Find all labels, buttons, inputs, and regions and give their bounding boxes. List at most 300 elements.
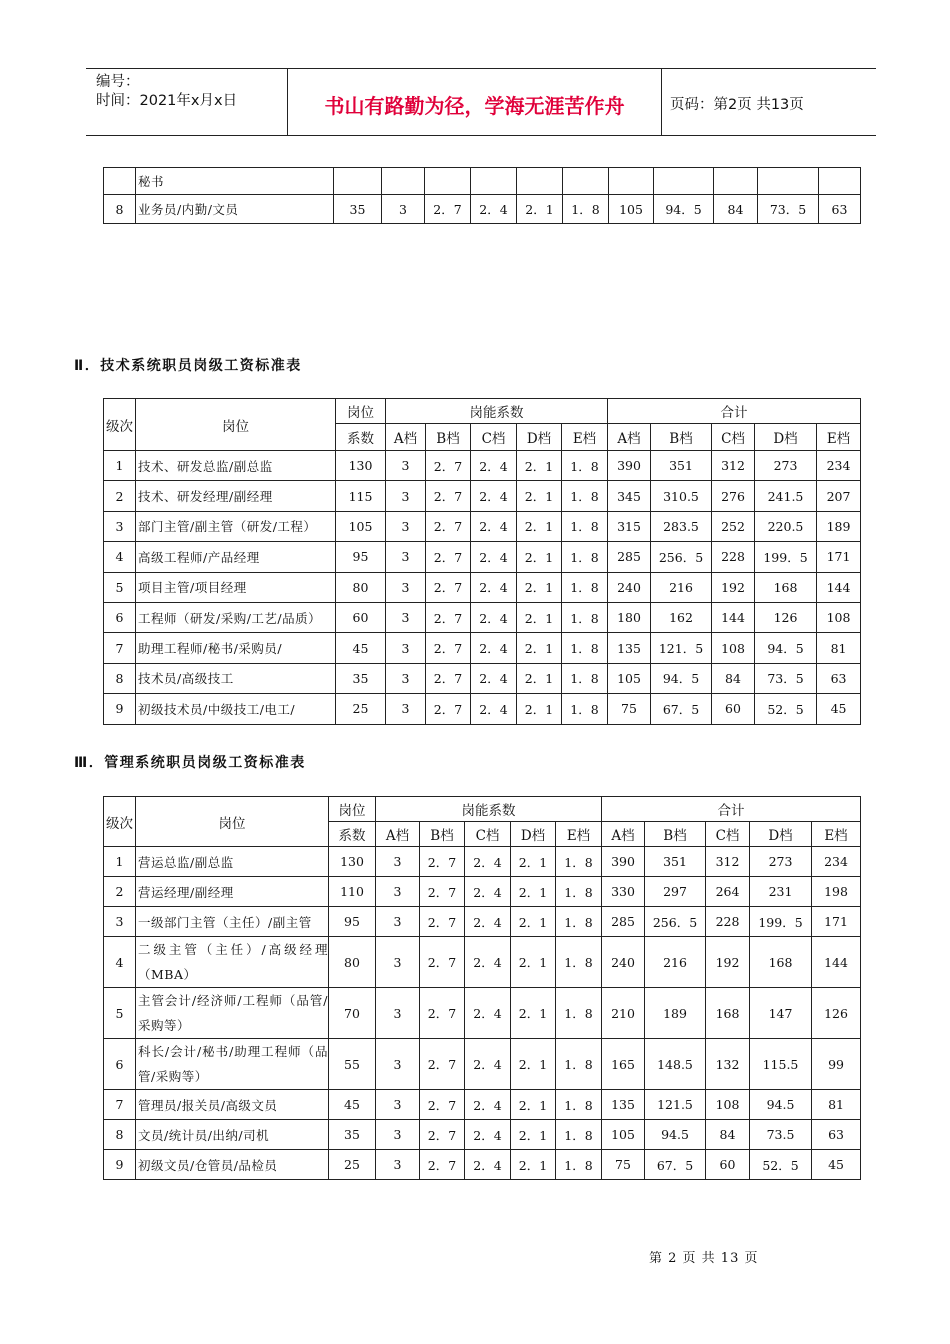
total-group-header: 合计 bbox=[602, 797, 861, 822]
table-row bbox=[104, 1120, 861, 1150]
grade-e-cell: 1．8 bbox=[562, 542, 608, 572]
grade-e-cell: 1．8 bbox=[556, 1120, 602, 1150]
total-a-cell: 105 bbox=[609, 195, 654, 224]
page-header bbox=[86, 68, 876, 136]
grade-b-cell: 2．7 bbox=[420, 877, 465, 907]
table-row bbox=[104, 988, 861, 1039]
grade-d-cell: 2．1 bbox=[511, 907, 556, 937]
total-c-cell: 312 bbox=[712, 451, 755, 481]
level-cell: 1 bbox=[104, 451, 136, 481]
table-row bbox=[104, 1150, 861, 1180]
total-b-cell: 283.5 bbox=[651, 511, 712, 541]
total-d-cell: 52．5 bbox=[750, 1150, 812, 1180]
total-e-cell: 63 bbox=[812, 1120, 861, 1150]
grade-d-cell: 2．1 bbox=[511, 1039, 556, 1090]
header-row bbox=[104, 797, 861, 822]
coef-header-top: 岗位 bbox=[336, 399, 386, 424]
table-row bbox=[104, 168, 861, 195]
total-a-cell: 390 bbox=[602, 847, 645, 877]
total-group-header: 合计 bbox=[608, 399, 861, 424]
grade-c-cell: 2．4 bbox=[465, 1090, 511, 1120]
table-row bbox=[104, 542, 861, 572]
level-cell: 8 bbox=[104, 1120, 136, 1150]
total-d-cell: 199．5 bbox=[755, 542, 817, 572]
total-b-cell: 310.5 bbox=[651, 481, 712, 511]
total-b-cell: 256．5 bbox=[651, 542, 712, 572]
position-cell: 营运总监/副总监 bbox=[136, 847, 329, 877]
total-c-header: C档 bbox=[706, 822, 750, 847]
header-motto: 书山有路勤为径，学海无涯苦作舟 bbox=[288, 69, 662, 135]
coef-header-bottom: 系数 bbox=[336, 424, 386, 451]
total-d-cell: 94．5 bbox=[755, 633, 817, 663]
grade-e-cell: 1．8 bbox=[563, 195, 609, 224]
level-cell: 4 bbox=[104, 542, 136, 572]
total-c-cell: 60 bbox=[712, 694, 755, 724]
position-cell: 部门主管/副主管（研发/工程） bbox=[136, 511, 336, 541]
coef-cell: 80 bbox=[329, 937, 376, 988]
total-b-cell: 121．5 bbox=[651, 633, 712, 663]
coef-cell: 105 bbox=[336, 511, 386, 541]
grade-a-cell: 3 bbox=[386, 451, 426, 481]
total-c-cell: 228 bbox=[712, 542, 755, 572]
coef-cell: 60 bbox=[336, 602, 386, 632]
position-cell: 科长/会计/秘书/助理工程师（品管/采购等） bbox=[136, 1039, 329, 1090]
grade-c-cell: 2．4 bbox=[465, 1150, 511, 1180]
grade-e-cell: 1．8 bbox=[562, 511, 608, 541]
table-row bbox=[104, 1039, 861, 1090]
total-c-cell: 84 bbox=[712, 663, 755, 693]
grade-d-cell: 2．1 bbox=[511, 1150, 556, 1180]
total-a-cell: 330 bbox=[602, 877, 645, 907]
position-cell: 二级主管（主任）/高级经理（MBA） bbox=[136, 937, 329, 988]
total-e-cell: 63 bbox=[817, 663, 861, 693]
total-d-cell: 199．5 bbox=[750, 907, 812, 937]
grade-c-cell: 2．4 bbox=[465, 847, 511, 877]
total-a-cell: 180 bbox=[608, 602, 651, 632]
grade-a-cell: 3 bbox=[386, 602, 426, 632]
grade-group-header: 岗能系数 bbox=[376, 797, 602, 822]
total-a-cell: 135 bbox=[608, 633, 651, 663]
header-row bbox=[104, 399, 861, 424]
total-c-header: C档 bbox=[712, 424, 755, 451]
table-row bbox=[104, 847, 861, 877]
grade-a-cell: 3 bbox=[376, 1039, 420, 1090]
position-cell: 业务员/内勤/文员 bbox=[136, 195, 334, 224]
grade-b-header: B档 bbox=[426, 424, 471, 451]
level-cell: 5 bbox=[104, 572, 136, 602]
total-b-cell: 351 bbox=[645, 847, 706, 877]
total-b-cell: 94.5 bbox=[645, 1120, 706, 1150]
total-b-header: B档 bbox=[651, 424, 712, 451]
coef-cell: 55 bbox=[329, 1039, 376, 1090]
grade-e-cell: 1．8 bbox=[556, 1150, 602, 1180]
table-row bbox=[104, 602, 861, 632]
total-d-cell: 73.5 bbox=[750, 1120, 812, 1150]
position-cell: 初级文员/仓管员/品检员 bbox=[136, 1150, 329, 1180]
grade-c-header: C档 bbox=[465, 822, 511, 847]
grade-d-cell: 2．1 bbox=[517, 195, 563, 224]
total-d-cell: 126 bbox=[755, 602, 817, 632]
position-cell: 秘书 bbox=[136, 168, 334, 195]
coef-cell: 35 bbox=[336, 663, 386, 693]
total-e-cell: 144 bbox=[812, 937, 861, 988]
section-title-mgmt: Ⅲ．管理系统职员岗级工资标准表 bbox=[74, 755, 306, 771]
grade-e-cell: 1．8 bbox=[556, 907, 602, 937]
total-d-header: D档 bbox=[750, 822, 812, 847]
total-a-cell: 165 bbox=[602, 1039, 645, 1090]
level-cell: 3 bbox=[104, 907, 136, 937]
grade-c-cell: 2．4 bbox=[471, 602, 517, 632]
grade-e-cell: 1．8 bbox=[556, 937, 602, 988]
position-cell: 主管会计/经济师/工程师（品管/采购等） bbox=[136, 988, 329, 1039]
mgmt-salary-table bbox=[103, 796, 861, 1180]
total-e-cell: 171 bbox=[812, 907, 861, 937]
grade-c-cell: 2．4 bbox=[471, 633, 517, 663]
grade-e-cell: 1．8 bbox=[562, 694, 608, 724]
total-c-cell: 192 bbox=[712, 572, 755, 602]
position-cell: 高级工程师/产品经理 bbox=[136, 542, 336, 572]
grade-c-cell: 2．4 bbox=[471, 481, 517, 511]
grade-e-cell: 1．8 bbox=[562, 572, 608, 602]
level-cell: 6 bbox=[104, 1039, 136, 1090]
position-cell: 文员/统计员/出纳/司机 bbox=[136, 1120, 329, 1150]
position-cell: 技术员/高级技工 bbox=[136, 663, 336, 693]
total-b-cell: 189 bbox=[645, 988, 706, 1039]
total-b-cell: 216 bbox=[645, 937, 706, 988]
tech-salary-table bbox=[103, 398, 861, 725]
position-cell: 初级技术员/中级技工/电工/ bbox=[136, 694, 336, 724]
total-b-cell: 67．5 bbox=[645, 1150, 706, 1180]
level-cell: 9 bbox=[104, 1150, 136, 1180]
coef-cell: 80 bbox=[336, 572, 386, 602]
position-cell: 管理员/报关员/高级文员 bbox=[136, 1090, 329, 1120]
table-row bbox=[104, 937, 861, 988]
level-cell: 7 bbox=[104, 633, 136, 663]
grade-a-cell: 3 bbox=[376, 1150, 420, 1180]
grade-d-cell: 2．1 bbox=[511, 847, 556, 877]
position-cell: 项目主管/项目经理 bbox=[136, 572, 336, 602]
grade-e-cell: 1．8 bbox=[556, 1090, 602, 1120]
grade-e-cell: 1．8 bbox=[556, 877, 602, 907]
total-b-cell: 94．5 bbox=[651, 663, 712, 693]
total-e-cell: 189 bbox=[817, 511, 861, 541]
grade-b-cell: 2．7 bbox=[426, 511, 471, 541]
total-e-cell: 126 bbox=[812, 988, 861, 1039]
total-d-cell: 147 bbox=[750, 988, 812, 1039]
total-e-cell: 171 bbox=[817, 542, 861, 572]
table-row bbox=[104, 1090, 861, 1120]
total-c-cell: 252 bbox=[712, 511, 755, 541]
position-cell: 工程师（研发/采购/工艺/品质） bbox=[136, 602, 336, 632]
total-d-cell: 168 bbox=[750, 937, 812, 988]
grade-d-header: D档 bbox=[517, 424, 562, 451]
total-c-cell: 60 bbox=[706, 1150, 750, 1180]
total-e-cell: 63 bbox=[819, 195, 861, 224]
total-d-cell: 231 bbox=[750, 877, 812, 907]
grade-e-header: E档 bbox=[562, 424, 608, 451]
total-e-header: E档 bbox=[812, 822, 861, 847]
grade-a-cell: 3 bbox=[386, 481, 426, 511]
grade-a-cell: 3 bbox=[376, 1120, 420, 1150]
total-b-cell: 121.5 bbox=[645, 1090, 706, 1120]
total-a-cell: 315 bbox=[608, 511, 651, 541]
total-d-cell: 241.5 bbox=[755, 481, 817, 511]
grade-a-cell: 3 bbox=[386, 694, 426, 724]
total-b-cell: 162 bbox=[651, 602, 712, 632]
total-a-cell: 75 bbox=[608, 694, 651, 724]
table-row bbox=[104, 694, 861, 724]
table-row bbox=[104, 572, 861, 602]
grade-c-cell: 2．4 bbox=[471, 195, 517, 224]
total-d-cell: 115.5 bbox=[750, 1039, 812, 1090]
grade-b-cell: 2．7 bbox=[420, 1150, 465, 1180]
grade-b-cell: 2．7 bbox=[426, 481, 471, 511]
total-d-cell: 220.5 bbox=[755, 511, 817, 541]
page-footer: 第 2 页 共 13 页 bbox=[649, 1251, 759, 1266]
total-c-cell: 144 bbox=[712, 602, 755, 632]
grade-b-cell: 2．7 bbox=[420, 937, 465, 988]
total-c-cell: 192 bbox=[706, 937, 750, 988]
total-d-header: D档 bbox=[755, 424, 817, 451]
grade-a-cell: 3 bbox=[376, 988, 420, 1039]
total-c-cell: 312 bbox=[706, 847, 750, 877]
total-a-cell: 390 bbox=[608, 451, 651, 481]
grade-b-cell: 2．7 bbox=[420, 907, 465, 937]
grade-d-cell: 2．1 bbox=[517, 572, 562, 602]
level-cell: 2 bbox=[104, 481, 136, 511]
coef-cell: 95 bbox=[329, 907, 376, 937]
grade-c-cell: 2．4 bbox=[471, 663, 517, 693]
grade-d-cell: 2．1 bbox=[511, 1120, 556, 1150]
total-e-cell: 234 bbox=[812, 847, 861, 877]
grade-b-header: B档 bbox=[420, 822, 465, 847]
grade-d-cell: 2．1 bbox=[511, 1090, 556, 1120]
level-header: 级次 bbox=[104, 797, 136, 847]
grade-a-cell: 3 bbox=[386, 542, 426, 572]
grade-d-header: D档 bbox=[511, 822, 556, 847]
level-cell: 4 bbox=[104, 937, 136, 988]
total-e-cell: 45 bbox=[817, 694, 861, 724]
total-c-cell: 84 bbox=[706, 1120, 750, 1150]
total-e-cell: 144 bbox=[817, 572, 861, 602]
grade-c-cell: 2．4 bbox=[471, 451, 517, 481]
total-e-cell: 207 bbox=[817, 481, 861, 511]
total-d-cell: 94.5 bbox=[750, 1090, 812, 1120]
grade-b-cell: 2．7 bbox=[420, 988, 465, 1039]
grade-c-cell: 2．4 bbox=[465, 1120, 511, 1150]
position-cell: 技术、研发总监/副总监 bbox=[136, 451, 336, 481]
total-a-header: A档 bbox=[602, 822, 645, 847]
total-d-cell: 168 bbox=[755, 572, 817, 602]
total-d-cell: 273 bbox=[750, 847, 812, 877]
position-header: 岗位 bbox=[136, 797, 329, 847]
total-a-cell: 240 bbox=[608, 572, 651, 602]
grade-c-header: C档 bbox=[471, 424, 517, 451]
grade-e-cell: 1．8 bbox=[562, 481, 608, 511]
table-row bbox=[104, 195, 861, 224]
table-row bbox=[104, 877, 861, 907]
level-cell: 2 bbox=[104, 877, 136, 907]
grade-a-cell: 3 bbox=[386, 572, 426, 602]
grade-e-cell: 1．8 bbox=[556, 1039, 602, 1090]
level-cell: 3 bbox=[104, 511, 136, 541]
coef-cell: 110 bbox=[329, 877, 376, 907]
coef-cell: 130 bbox=[329, 847, 376, 877]
grade-d-cell: 2．1 bbox=[517, 481, 562, 511]
total-a-cell: 75 bbox=[602, 1150, 645, 1180]
total-d-cell: 73．5 bbox=[758, 195, 819, 224]
total-c-cell: 108 bbox=[712, 633, 755, 663]
total-e-cell: 234 bbox=[817, 451, 861, 481]
coef-cell: 45 bbox=[329, 1090, 376, 1120]
table-row bbox=[104, 907, 861, 937]
grade-b-cell: 2．7 bbox=[420, 1120, 465, 1150]
grade-c-cell: 2．4 bbox=[471, 694, 517, 724]
total-b-cell: 216 bbox=[651, 572, 712, 602]
table-row bbox=[104, 663, 861, 693]
coef-cell: 25 bbox=[336, 694, 386, 724]
grade-c-cell: 2．4 bbox=[465, 877, 511, 907]
total-d-cell: 273 bbox=[755, 451, 817, 481]
total-a-cell: 240 bbox=[602, 937, 645, 988]
grade-b-cell: 2．7 bbox=[426, 451, 471, 481]
total-b-cell: 67．5 bbox=[651, 694, 712, 724]
total-c-cell: 132 bbox=[706, 1039, 750, 1090]
coef-cell: 35 bbox=[329, 1120, 376, 1150]
grade-b-cell: 2．7 bbox=[426, 633, 471, 663]
grade-c-cell: 2．4 bbox=[465, 937, 511, 988]
grade-e-cell: 1．8 bbox=[556, 988, 602, 1039]
grade-b-cell: 2．7 bbox=[420, 1039, 465, 1090]
grade-a-header: A档 bbox=[376, 822, 420, 847]
grade-e-cell: 1．8 bbox=[556, 847, 602, 877]
total-c-cell: 264 bbox=[706, 877, 750, 907]
grade-d-cell: 2．1 bbox=[511, 988, 556, 1039]
header-meta bbox=[86, 69, 288, 135]
grade-c-cell: 2．4 bbox=[465, 988, 511, 1039]
position-cell: 助理工程师/秘书/采购员/ bbox=[136, 633, 336, 663]
coef-cell: 35 bbox=[334, 195, 382, 224]
coef-cell: 130 bbox=[336, 451, 386, 481]
total-b-cell: 94．5 bbox=[654, 195, 714, 224]
grade-d-cell: 2．1 bbox=[511, 877, 556, 907]
grade-a-cell: 3 bbox=[376, 937, 420, 988]
grade-e-cell: 1．8 bbox=[562, 602, 608, 632]
total-b-header: B档 bbox=[645, 822, 706, 847]
level-cell: 8 bbox=[104, 663, 136, 693]
grade-b-cell: 2．7 bbox=[420, 847, 465, 877]
grade-b-cell: 2．7 bbox=[426, 694, 471, 724]
grade-d-cell: 2．1 bbox=[517, 694, 562, 724]
grade-d-cell: 2．1 bbox=[517, 451, 562, 481]
continued-table bbox=[103, 167, 861, 224]
total-d-cell: 52．5 bbox=[755, 694, 817, 724]
level-cell: 5 bbox=[104, 988, 136, 1039]
grade-b-cell: 2．7 bbox=[426, 602, 471, 632]
total-c-cell: 84 bbox=[714, 195, 758, 224]
total-a-cell: 135 bbox=[602, 1090, 645, 1120]
header-page-number: 页码：第2页 共13页 bbox=[670, 96, 804, 113]
grade-d-cell: 2．1 bbox=[517, 633, 562, 663]
grade-a-cell: 3 bbox=[382, 195, 425, 224]
coef-cell: 25 bbox=[329, 1150, 376, 1180]
position-cell: 技术、研发经理/副经理 bbox=[136, 481, 336, 511]
coef-cell: 70 bbox=[329, 988, 376, 1039]
total-a-cell: 105 bbox=[608, 663, 651, 693]
grade-a-cell: 3 bbox=[376, 877, 420, 907]
grade-a-cell: 3 bbox=[386, 663, 426, 693]
total-c-cell: 228 bbox=[706, 907, 750, 937]
section-title-tech: Ⅱ．技术系统职员岗级工资标准表 bbox=[74, 358, 302, 374]
level-cell: 8 bbox=[104, 195, 136, 224]
total-c-cell: 276 bbox=[712, 481, 755, 511]
total-b-cell: 351 bbox=[651, 451, 712, 481]
grade-b-cell: 2．7 bbox=[426, 663, 471, 693]
coef-cell: 115 bbox=[336, 481, 386, 511]
coef-header-top: 岗位 bbox=[329, 797, 376, 822]
total-c-cell: 168 bbox=[706, 988, 750, 1039]
grade-a-cell: 3 bbox=[376, 1090, 420, 1120]
total-a-cell: 210 bbox=[602, 988, 645, 1039]
total-a-cell: 285 bbox=[602, 907, 645, 937]
total-e-cell: 81 bbox=[817, 633, 861, 663]
total-e-cell: 99 bbox=[812, 1039, 861, 1090]
grade-d-cell: 2．1 bbox=[517, 602, 562, 632]
total-e-cell: 45 bbox=[812, 1150, 861, 1180]
grade-a-cell: 3 bbox=[386, 633, 426, 663]
grade-b-cell: 2．7 bbox=[426, 542, 471, 572]
position-cell: 营运经理/副经理 bbox=[136, 877, 329, 907]
coef-cell: 95 bbox=[336, 542, 386, 572]
level-cell: 1 bbox=[104, 847, 136, 877]
grade-a-cell: 3 bbox=[376, 847, 420, 877]
grade-e-cell: 1．8 bbox=[562, 663, 608, 693]
grade-e-cell: 1．8 bbox=[562, 633, 608, 663]
grade-e-header: E档 bbox=[556, 822, 602, 847]
grade-c-cell: 2．4 bbox=[465, 907, 511, 937]
coef-cell: 45 bbox=[336, 633, 386, 663]
level-cell: 6 bbox=[104, 602, 136, 632]
grade-a-header: A档 bbox=[386, 424, 426, 451]
total-e-header: E档 bbox=[817, 424, 861, 451]
table-row bbox=[104, 511, 861, 541]
grade-b-cell: 2．7 bbox=[425, 195, 471, 224]
table-row bbox=[104, 451, 861, 481]
total-e-cell: 108 bbox=[817, 602, 861, 632]
grade-e-cell: 1．8 bbox=[562, 451, 608, 481]
grade-d-cell: 2．1 bbox=[517, 511, 562, 541]
table-row bbox=[104, 633, 861, 663]
grade-d-cell: 2．1 bbox=[517, 542, 562, 572]
grade-a-cell: 3 bbox=[386, 511, 426, 541]
document-number: 编号： bbox=[96, 74, 140, 90]
position-header: 岗位 bbox=[136, 399, 336, 451]
grade-a-cell: 3 bbox=[376, 907, 420, 937]
grade-c-cell: 2．4 bbox=[471, 542, 517, 572]
grade-b-cell: 2．7 bbox=[420, 1090, 465, 1120]
document-time: 时间：2021年x月x日 bbox=[96, 93, 238, 109]
grade-c-cell: 2．4 bbox=[465, 1039, 511, 1090]
level-cell: 9 bbox=[104, 694, 136, 724]
grade-c-cell: 2．4 bbox=[471, 511, 517, 541]
total-a-cell: 105 bbox=[602, 1120, 645, 1150]
level-cell: 7 bbox=[104, 1090, 136, 1120]
grade-b-cell: 2．7 bbox=[426, 572, 471, 602]
coef-header-bottom: 系数 bbox=[329, 822, 376, 847]
grade-d-cell: 2．1 bbox=[517, 663, 562, 693]
position-cell: 一级部门主管（主任）/副主管 bbox=[136, 907, 329, 937]
grade-c-cell: 2．4 bbox=[471, 572, 517, 602]
